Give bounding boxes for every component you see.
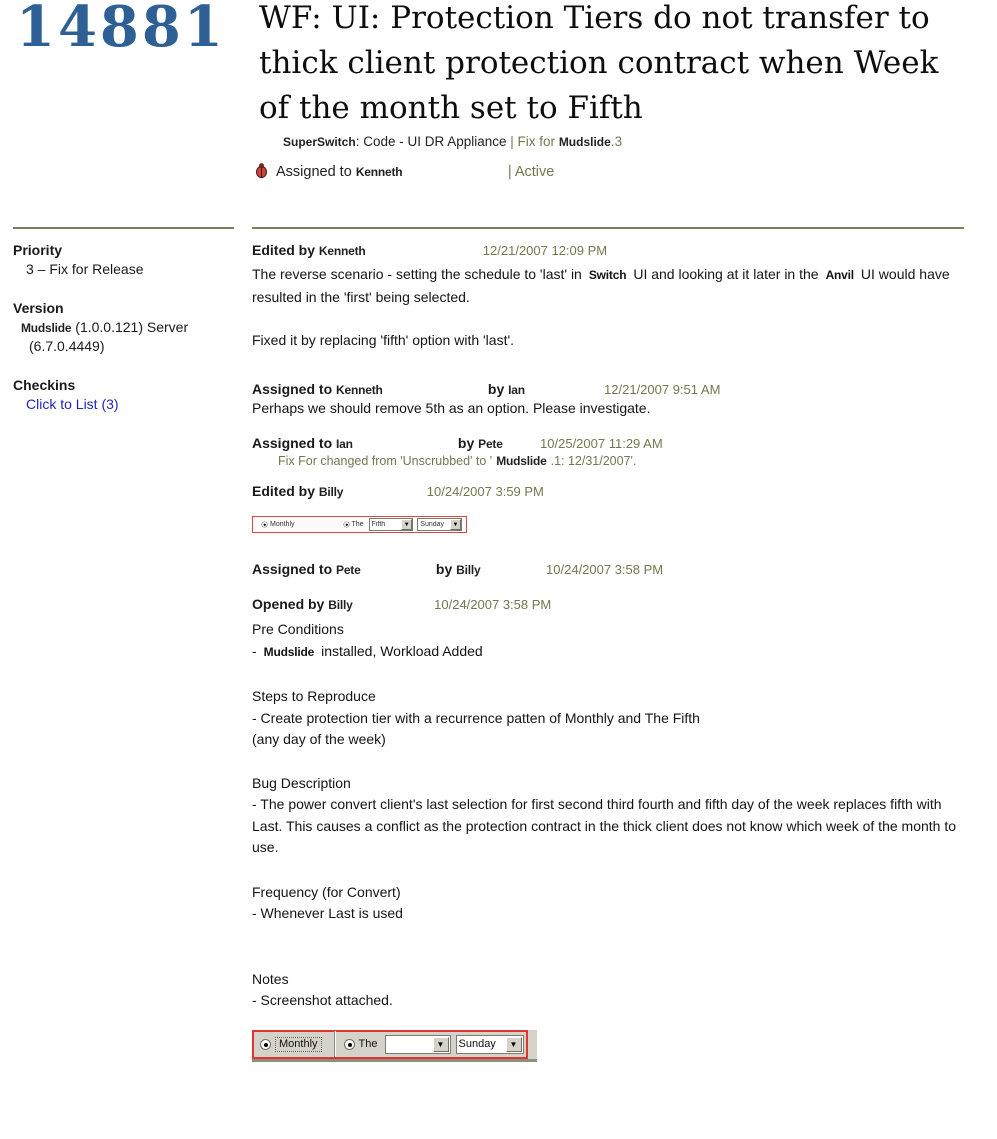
priority-value: 3 – Fix for Release bbox=[26, 261, 144, 277]
event-action-label: Edited by bbox=[252, 483, 316, 499]
event-person: Kenneth bbox=[318, 244, 366, 258]
version-label: Version bbox=[13, 300, 64, 316]
frequency-title: Frequency (for Convert) bbox=[252, 883, 401, 900]
bug-description-title: Bug Description bbox=[252, 774, 351, 791]
event-body: Perhaps we should remove 5th as an option. Please investigate. bbox=[252, 399, 651, 416]
event-header bbox=[252, 483, 964, 499]
event-header bbox=[252, 242, 964, 258]
frequency-body: - Whenever Last is used bbox=[252, 905, 403, 921]
status-badge: | Active bbox=[507, 164, 555, 180]
project-line bbox=[283, 134, 622, 149]
server-version-number: (6.7.0.4449) bbox=[29, 338, 105, 354]
radio-icon bbox=[344, 1039, 355, 1050]
event-body: Fixed it by replacing 'fifth' option with 'last'. bbox=[252, 332, 515, 348]
bug-icon bbox=[255, 163, 268, 182]
main-divider bbox=[252, 227, 964, 229]
checkins-link[interactable]: Click to List (3) bbox=[26, 396, 119, 412]
pre-conditions-title: Pre Conditions bbox=[252, 621, 344, 637]
assigned-label: Assigned to bbox=[276, 164, 352, 180]
product-name-inline: Anvil bbox=[825, 268, 854, 282]
vertical-divider bbox=[334, 1031, 336, 1057]
event-timestamp: 10/24/2007 3:59 PM bbox=[426, 484, 544, 499]
fix-for-label: | Fix for bbox=[510, 134, 556, 149]
radio-label: Monthly bbox=[270, 521, 295, 528]
sidebar-divider bbox=[13, 227, 234, 229]
field-change-note: Fix For changed from 'Unscrubbed' to ' Mudslide .1: 12/31/2007'. bbox=[278, 454, 637, 468]
event-header bbox=[252, 435, 964, 451]
steps-body: - Create protection tier with a recurrence patten of Monthly and The Fifth (any day of the week) bbox=[252, 709, 700, 747]
event-timestamp: 10/24/2007 3:58 PM bbox=[546, 562, 664, 577]
event-by-label: by bbox=[487, 380, 505, 397]
checkins-label: Checkins bbox=[13, 377, 76, 393]
bug-title: WF: UI: Protection Tiers do not transfer to thick client protection contract when Week of the month set to Fifth bbox=[259, 0, 939, 126]
event-body: The reverse scenario - setting the schedule to 'last' in Switch UI and looking at it later in the Anvil UI would have resulted in the 'first' being selected. bbox=[252, 266, 950, 305]
event-action-label: Opened by bbox=[252, 596, 325, 612]
event-timestamp: 10/24/2007 3:58 PM bbox=[434, 597, 552, 612]
day-dropdown: Sunday ▼ bbox=[417, 518, 462, 531]
fix-for-version: .3 bbox=[610, 134, 623, 149]
event-timestamp: 10/25/2007 11:29 AM bbox=[540, 436, 663, 451]
event-by-label: by bbox=[435, 561, 453, 577]
event-person: Pete bbox=[336, 563, 361, 577]
radio-icon bbox=[343, 521, 349, 527]
notes-title: Notes bbox=[252, 970, 289, 987]
steps-title: Steps to Reproduce bbox=[252, 688, 376, 704]
dropdown-arrow-icon: ▼ bbox=[506, 1037, 522, 1052]
radio-icon bbox=[261, 521, 267, 527]
dropdown-arrow-icon: ▼ bbox=[401, 519, 412, 530]
event-header bbox=[252, 561, 964, 577]
attachment-screenshot-large bbox=[252, 1030, 537, 1062]
event-person: Billy bbox=[318, 485, 344, 499]
bug-id: 14881 bbox=[16, 0, 226, 60]
day-dropdown: Sunday ▼ bbox=[456, 1035, 524, 1054]
event-by-label: by bbox=[457, 435, 475, 451]
assigned-header bbox=[255, 163, 554, 182]
sidebar bbox=[13, 227, 234, 435]
version-product-name: Mudslide bbox=[21, 321, 72, 335]
event-action-label: Assigned to bbox=[252, 561, 333, 577]
dropdown-arrow-icon: ▼ bbox=[450, 519, 461, 530]
priority-label: Priority bbox=[13, 242, 63, 258]
event-by-person: Billy bbox=[456, 563, 481, 577]
product-name-inline: Switch bbox=[588, 268, 627, 282]
week-dropdown: Fifth ▼ bbox=[369, 518, 414, 531]
recurrence-pattern-panel bbox=[252, 1030, 528, 1059]
dropdown-arrow-icon: ▼ bbox=[433, 1037, 449, 1052]
event-timestamp: 12/21/2007 9:51 AM bbox=[604, 381, 721, 397]
event-history bbox=[252, 227, 964, 1062]
project-area: : Code - UI DR Appliance bbox=[355, 134, 507, 149]
version-number: (1.0.0.121) Server bbox=[75, 319, 189, 335]
event-by-person: Pete bbox=[478, 437, 503, 451]
pre-conditions-body: - Mudslide installed, Workload Added bbox=[252, 642, 483, 659]
event-header bbox=[252, 381, 964, 397]
milestone-name-inline: Mudslide bbox=[496, 454, 547, 468]
event-person: Kenneth bbox=[336, 382, 383, 397]
bug-description-body: - The power convert client's last selection for first second third fourth and fifth day of the week replaces fifth with Last. This causes a conflict as the protection contract in the thick client does not know which week of the month to use. bbox=[252, 796, 957, 855]
assignee-name: Kenneth bbox=[355, 165, 403, 179]
radio-label: The bbox=[351, 521, 364, 528]
week-dropdown bbox=[385, 1035, 451, 1054]
attachment-screenshot-small bbox=[252, 516, 467, 533]
radio-label: Monthly bbox=[275, 1037, 322, 1052]
event-by-person: Ian bbox=[508, 382, 525, 397]
event-action-label: Edited by bbox=[252, 242, 316, 258]
event-person: Billy bbox=[328, 598, 353, 612]
radio-label: The bbox=[358, 1038, 378, 1050]
notes-body: - Screenshot attached. bbox=[252, 992, 393, 1008]
radio-icon bbox=[260, 1039, 271, 1050]
event-person: Ian bbox=[336, 437, 353, 451]
fix-for-milestone: Mudslide bbox=[558, 135, 611, 149]
event-timestamp: 12/21/2007 12:09 PM bbox=[482, 243, 608, 258]
event-header bbox=[252, 596, 964, 612]
product-name-inline: Mudslide bbox=[263, 644, 315, 659]
version-value bbox=[21, 318, 234, 355]
event-action-label: Assigned to bbox=[252, 435, 333, 451]
event-action-label: Assigned to bbox=[252, 380, 333, 397]
project-name: SuperSwitch bbox=[283, 135, 356, 149]
